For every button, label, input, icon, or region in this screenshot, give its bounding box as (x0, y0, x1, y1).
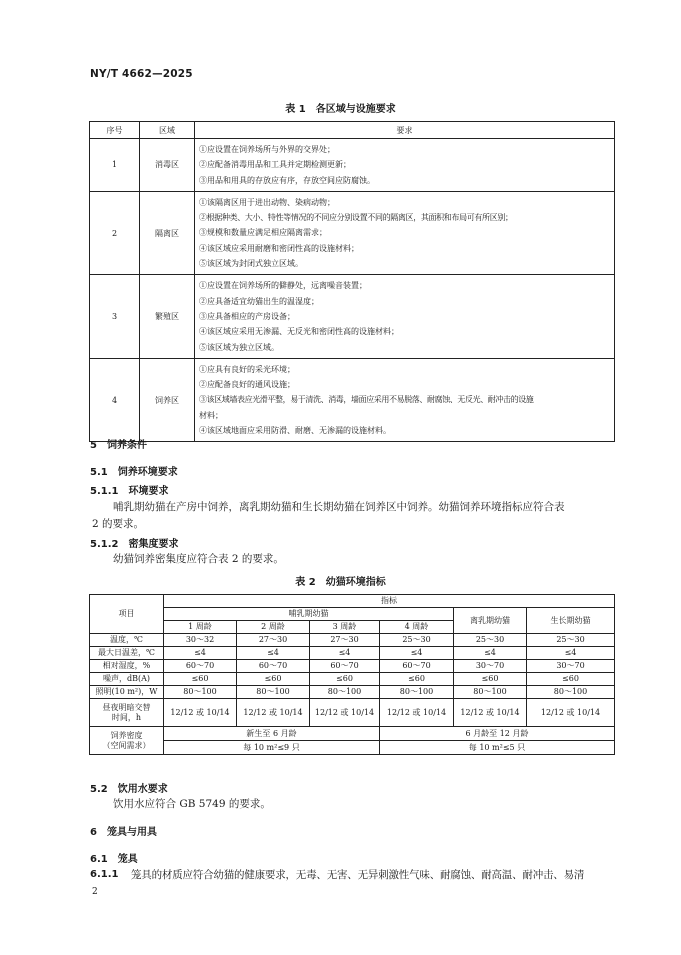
table2-cell: 80～100 (527, 686, 615, 699)
table2-cell: ≤60 (454, 673, 527, 686)
table2-caption: 表 2 幼猫环境指标 (295, 577, 386, 588)
table1-row (90, 275, 615, 358)
table2-cell: ≤4 (164, 647, 237, 660)
table2-cell: 12/12 或 10/14 (164, 699, 237, 727)
table1 (89, 121, 615, 442)
section-5-1-1-para-line2: 2 的要求。 (92, 518, 145, 530)
req-line: ①应具有良好的采光环境； (199, 364, 295, 374)
density-label-line: （空间需求） (102, 740, 151, 750)
table1-header-row (90, 122, 615, 139)
table2-row (90, 686, 615, 699)
section-5-2-para: 饮用水应符合 GB 5749 的要求。 (113, 798, 271, 810)
table2-weaning-header: 离乳期幼猫 (454, 608, 527, 634)
table1-header-no: 序号 (90, 122, 140, 139)
table1-header-req: 要求 (195, 122, 615, 139)
table2-row (90, 634, 615, 647)
table2-cell: ≤60 (310, 673, 380, 686)
table2-week-header: 3 周龄 (310, 621, 380, 634)
table2-cell: 80～100 (380, 686, 454, 699)
table2-cell: 80～100 (237, 686, 310, 699)
table1-req (195, 358, 615, 441)
table2-cell: ≤60 (527, 673, 615, 686)
section-5-1-1-para-line1: 哺乳期幼猫在产房中饲养，离乳期幼猫和生长期幼猫在饲养区中饲养。幼猫饲养环境指标应符合表 (113, 501, 565, 513)
section-5-1-2-heading: 5.1.2 密集度要求 (90, 539, 179, 550)
standard-id: NY/T 4662—2025 (90, 68, 193, 80)
section-6-heading: 6 笼具与用具 (90, 827, 157, 838)
table1-row (90, 139, 615, 192)
table2-nursing-header: 哺乳期幼猫 (164, 608, 454, 621)
section-5-heading: 5 饲养条件 (90, 440, 147, 451)
table1-zone: 隔离区 (140, 191, 195, 274)
table2-cell: ≤4 (310, 647, 380, 660)
table2-age-a: 新生至 6 月龄 (164, 727, 380, 741)
table1-caption: 表 1 各区域与设施要求 (285, 104, 396, 115)
table2-row (90, 660, 615, 673)
table1-no: 4 (90, 358, 140, 441)
table2-item-header: 项目 (90, 595, 164, 634)
table2-cell: 60～70 (310, 660, 380, 673)
req-line: ③该区域墙表应光滑平整，易于清洗、消毒，墙面应采用不易脱落、耐腐蚀、无反光、耐冲击的设施 (199, 395, 534, 405)
table1-no: 2 (90, 191, 140, 274)
table2-row-label: 照明(10 m²)，W (90, 686, 164, 699)
table2-row (90, 673, 615, 686)
density-label-line: 饲养密度 (110, 730, 143, 740)
table2-cell: 60～70 (380, 660, 454, 673)
table2-row-label: 噪声，dB(A) (90, 673, 164, 686)
req-line: 材料； (199, 410, 223, 420)
req-line: ②应配备消毒用品和工具并定期检测更新； (199, 160, 351, 170)
table2-cell: 80～100 (310, 686, 380, 699)
table1-req (195, 139, 615, 192)
table2-cell: 80～100 (164, 686, 237, 699)
req-line: ④该区域应采用耐磨和密闭性高的设施材料； (199, 243, 359, 253)
table1-no: 1 (90, 139, 140, 192)
table2-cell: 30～32 (164, 634, 237, 647)
table2-growing-header: 生长期幼猫 (527, 608, 615, 634)
table2-cell: 25～30 (527, 634, 615, 647)
table2-row (90, 647, 615, 660)
table2-cell: 27～30 (310, 634, 380, 647)
table2-cell: ≤60 (380, 673, 454, 686)
table2-cell: ≤4 (454, 647, 527, 660)
table1-header-zone: 区域 (140, 122, 195, 139)
req-line: ①应设置在饲养场所的僻静处，远离噪音装置； (199, 281, 367, 291)
req-line: ④该区域应采用无渗漏、无反光和密闭性高的设施材料； (199, 327, 399, 337)
table2-density-label (90, 727, 164, 755)
section-6-1-heading: 6.1 笼具 (90, 854, 138, 865)
photo-label-line: 时间，h (111, 712, 142, 722)
table2-cell: 12/12 或 10/14 (380, 699, 454, 727)
table2-age-b: 6 月龄至 12 月龄 (380, 727, 615, 741)
table2-cell: 12/12 或 10/14 (527, 699, 615, 727)
table1-row (90, 358, 615, 441)
table2-cell: 12/12 或 10/14 (454, 699, 527, 727)
req-line: ④该区域地面应采用防滑、耐磨、无渗漏的设施材料。 (199, 426, 391, 436)
section-6-1-1-number: 6.1.1 (90, 869, 119, 880)
table2-row-label (90, 699, 164, 727)
table2-cell: ≤60 (237, 673, 310, 686)
section-5-2-heading: 5.2 饮用水要求 (90, 784, 168, 795)
table1-zone: 消毒区 (140, 139, 195, 192)
req-line: ②根据种类、大小、特性等情况的不同应分别设置不同的隔离区，其面积和布局可有所区别； (199, 213, 513, 223)
table1-req (195, 191, 615, 274)
section-5-1-1-heading: 5.1.1 环境要求 (90, 486, 169, 497)
req-line: ①应设置在饲养场所与外界的交界处； (199, 145, 335, 154)
table1-zone: 繁殖区 (140, 275, 195, 358)
table2-row (90, 699, 615, 727)
table2-week-header: 4 周龄 (380, 621, 454, 634)
table2-density-b: 每 10 m²≤5 只 (380, 741, 615, 755)
table2-cell: ≤4 (527, 647, 615, 660)
table2-cell: 60～70 (237, 660, 310, 673)
req-line: ①该隔离区用于进出动物、染病动物； (199, 197, 335, 207)
table2-cell: 27～30 (237, 634, 310, 647)
photo-label-line: 昼夜明暗交替 (102, 702, 151, 712)
table2-cell: ≤4 (380, 647, 454, 660)
table2-week-header: 2 周龄 (237, 621, 310, 634)
table2-cell: 12/12 或 10/14 (237, 699, 310, 727)
table2-row-label: 温度，℃ (90, 634, 164, 647)
table2-cell: ≤60 (164, 673, 237, 686)
table2-cell: 12/12 或 10/14 (310, 699, 380, 727)
table2-cell: 30～70 (527, 660, 615, 673)
table1-zone: 饲养区 (140, 358, 195, 441)
table2-index-header: 指标 (164, 595, 615, 608)
req-line: ③应具备相应的产房设备； (199, 311, 295, 321)
table1-row (90, 191, 615, 274)
req-line: ⑤该区域为封闭式独立区域。 (199, 259, 303, 269)
table2-row-label: 相对湿度，% (90, 660, 164, 673)
table2 (89, 594, 615, 755)
table2-cell: 80～100 (454, 686, 527, 699)
table1-no: 3 (90, 275, 140, 358)
table2-cell: 30～70 (454, 660, 527, 673)
table2-cell: ≤4 (237, 647, 310, 660)
table2-cell: 60～70 (164, 660, 237, 673)
section-5-1-2-para: 幼猫饲养密集度应符合表 2 的要求。 (113, 553, 284, 565)
table2-row-label: 最大日温差，℃ (90, 647, 164, 660)
table1-req (195, 275, 615, 358)
section-5-1-heading: 5.1 饲养环境要求 (90, 467, 178, 478)
req-line: ③用品和用具的存放应有序，存放空间应防腐蚀。 (199, 175, 375, 185)
req-line: ②应配备良好的通风设施； (199, 380, 295, 390)
req-line: ②应具备适宜幼猫出生的温湿度； (199, 296, 319, 306)
req-line: ⑤该区域为独立区域。 (199, 342, 279, 352)
table2-cell: 25～30 (380, 634, 454, 647)
table2-density-a: 每 10 m²≤9 只 (164, 741, 380, 755)
req-line: ③规模和数量应满足相应隔离需求； (199, 228, 327, 238)
section-6-1-1-para: 笼具的材质应符合幼猫的健康要求，无毒、无害、无异刺激性气味、耐腐蚀、耐高温、耐冲击、易清 (131, 869, 585, 881)
table2-cell: 25～30 (454, 634, 527, 647)
table2-week-header: 1 周龄 (164, 621, 237, 634)
page-number: 2 (92, 887, 98, 897)
